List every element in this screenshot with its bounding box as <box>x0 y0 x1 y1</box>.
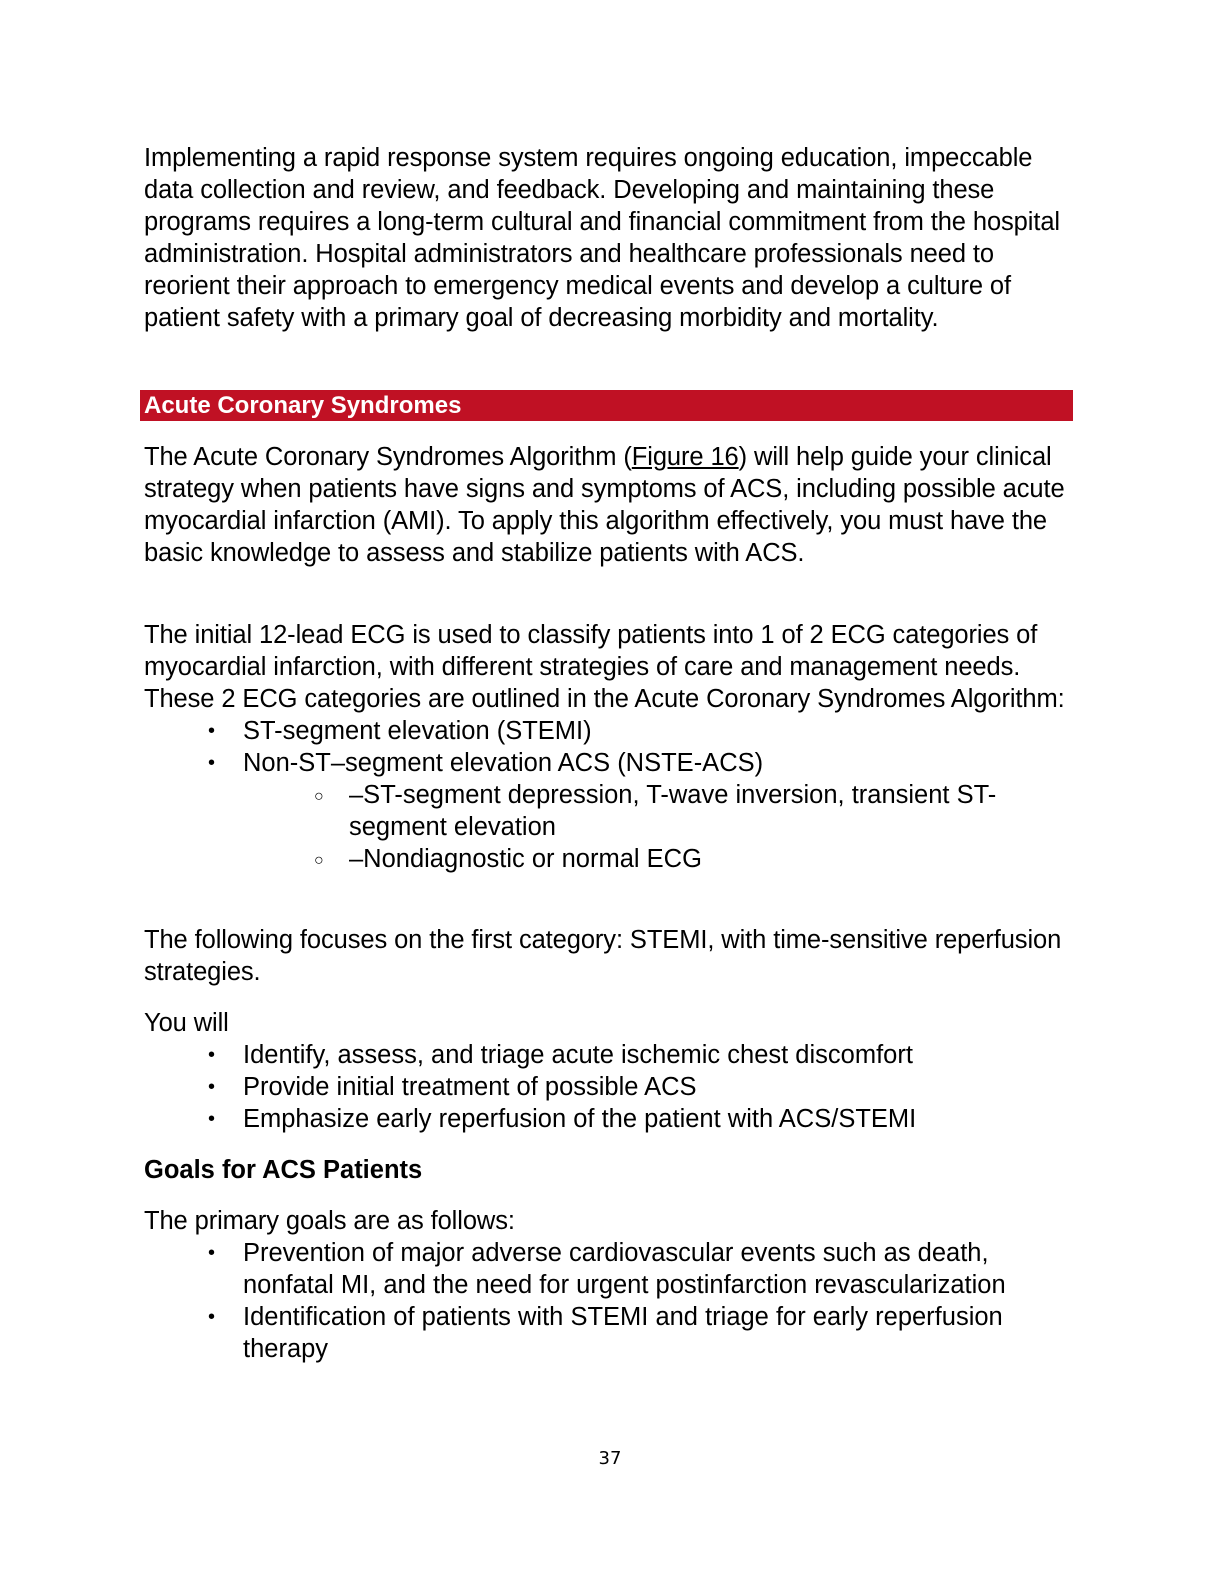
list-item-text: Emphasize early reperfusion of the patient with ACS/STEMI <box>243 1105 917 1133</box>
list-item-text: Non-ST–segment elevation ACS (NSTE-ACS) <box>243 749 764 777</box>
list-item <box>144 1237 1084 1301</box>
list-item-text: Identification of patients with STEMI and triage for early reperfusion therapy <box>243 1303 1003 1363</box>
list-item <box>144 779 1084 843</box>
intro-paragraph: Implementing a rapid response system requires ongoing education, impeccable data collection and review, and feedback. Developing and maintaining these programs requires a long-term cultural and financial commitment from the hospital administration. Hospital administrators and healthcare professionals need to reorient their approach to emergency medical events and develop a culture of patient safety with a primary goal of decreasing morbidity and mortality. <box>144 144 1060 332</box>
list-item <box>144 1301 1084 1365</box>
list-item <box>144 747 1084 779</box>
para-text-before-link: The Acute Coronary Syndromes Algorithm ( <box>144 443 632 471</box>
bullet-icon: • <box>208 1242 216 1264</box>
list-item <box>144 1103 1084 1135</box>
stemi-focus-block <box>144 924 1084 988</box>
figure-16-link[interactable]: Figure 16 <box>631 443 739 471</box>
para-text-after-link: ) will help guide your clinical strategy when patients have signs and symptoms of ACS, including possible acute myocardial infarction (AMI). To apply this algorithm effectively, you must have the basic knowledge to assess and stabilize patients with ACS. <box>144 443 1065 567</box>
goals-heading-block <box>144 1154 1084 1186</box>
goals-list <box>144 1237 1084 1365</box>
bullet-icon: • <box>208 1108 216 1130</box>
bullet-icon: • <box>208 1044 216 1066</box>
you-will-label: You will <box>144 1009 229 1037</box>
ecg-categories-block <box>144 619 1084 875</box>
bullet-icon: • <box>208 1306 216 1328</box>
you-will-list <box>144 1039 1084 1135</box>
bullet-icon: • <box>208 720 216 742</box>
page-number: 37 <box>598 1448 622 1469</box>
list-item <box>144 715 1084 747</box>
list-item-text: –Nondiagnostic or normal ECG <box>349 845 702 873</box>
goals-block <box>144 1205 1084 1365</box>
list-item-text: –ST-segment depression, T-wave inversion, transient ST-segment elevation <box>349 781 997 841</box>
list-item-text: ST-segment elevation (STEMI) <box>243 717 592 745</box>
list-item <box>144 1039 1084 1071</box>
ecg-classification-paragraph: The initial 12-lead ECG is used to classify patients into 1 of 2 ECG categories of myocardial infarction, with different strategies of care and management needs. These 2 ECG categories are outlined in the Acute Coronary Syndromes Algorithm: <box>144 621 1065 713</box>
ecg-category-list <box>144 715 1084 779</box>
bullet-icon: • <box>208 1076 216 1098</box>
goals-intro: The primary goals are as follows: <box>144 1207 515 1235</box>
acs-algorithm-paragraph <box>144 441 1084 569</box>
list-item <box>144 843 1084 875</box>
nste-subitem-list <box>144 779 1084 875</box>
list-item-text: Provide initial treatment of possible ACS <box>243 1073 697 1101</box>
section-title: Acute Coronary Syndromes <box>144 392 462 419</box>
goals-heading: Goals for ACS Patients <box>144 1156 423 1184</box>
stemi-focus-paragraph: The following focuses on the first category: STEMI, with time-sensitive reperfusion strategies. <box>144 926 1062 986</box>
acs-intro-block <box>144 441 1084 569</box>
you-will-block <box>144 1007 1084 1135</box>
list-item-text: Prevention of major adverse cardiovascular events such as death, nonfatal MI, and the need for urgent postinfarction revascularization <box>243 1239 1006 1299</box>
intro-block <box>144 142 1084 334</box>
section-heading-bar <box>140 390 1073 421</box>
hollow-bullet-icon: ○ <box>314 788 324 805</box>
list-item <box>144 1071 1084 1103</box>
list-item-text: Identify, assess, and triage acute ischemic chest discomfort <box>243 1041 913 1069</box>
bullet-icon: • <box>208 752 216 774</box>
hollow-bullet-icon: ○ <box>314 852 324 869</box>
